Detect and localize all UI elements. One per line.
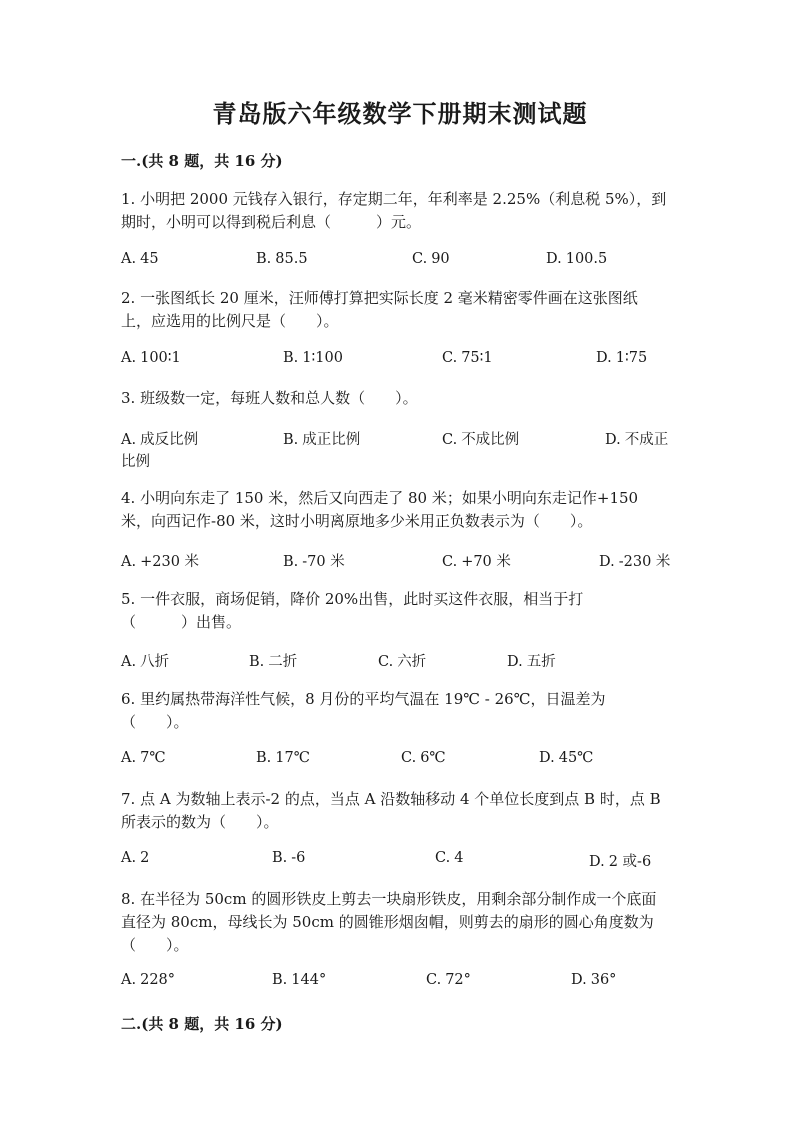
option-label: B.: [283, 350, 299, 366]
option-text: -70 米: [302, 554, 345, 570]
question-line: 期时，小明可以得到税后利息（ ）元。: [121, 213, 422, 231]
option-d: [589, 850, 651, 871]
option-d: [605, 428, 668, 449]
option-text: 228°: [140, 972, 176, 988]
question-text: [121, 688, 677, 734]
option-a: [121, 550, 199, 571]
option-b: [272, 850, 305, 866]
option-text: 75∶1: [461, 350, 493, 366]
option-b: [283, 550, 345, 571]
option-label: D.: [605, 432, 621, 448]
option-label: B.: [256, 750, 272, 766]
question-line: 8. 在半径为 50cm 的圆形铁皮上剪去一块扇形铁皮，用剩余部分制作成一个底面: [121, 890, 657, 908]
question-line: （ ）。: [121, 936, 189, 954]
question-line: 2. 一张图纸长 20 厘米，汪师傅打算把实际长度 2 毫米精密零件画在这张图纸: [121, 289, 638, 307]
option-b: [249, 650, 297, 671]
option-label: D.: [589, 854, 605, 870]
question-text: [121, 287, 677, 333]
option-text: 1∶100: [302, 350, 343, 366]
option-label: B.: [249, 654, 265, 670]
question-line: （ ）出售。: [121, 613, 242, 631]
question-text: [121, 588, 677, 634]
option-text: 2: [140, 850, 150, 866]
option-label: B.: [283, 554, 299, 570]
option-text: 36°: [590, 972, 617, 988]
option-c: [378, 650, 426, 671]
option-label: A.: [121, 251, 137, 267]
option-label: D.: [539, 750, 555, 766]
option-text: 144°: [291, 972, 327, 988]
option-text: 7℃: [140, 750, 166, 766]
option-text: 85.5: [275, 251, 308, 267]
section-heading: 二.(共 8 题，共 16 分): [121, 1015, 283, 1033]
option-text: 六折: [397, 654, 427, 670]
option-text: +70 米: [461, 554, 511, 570]
option-text: 八折: [140, 654, 170, 670]
question-line: 7. 点 A 为数轴上表示-2 的点，当点 A 沿数轴移动 4 个单位长度到点 B 时，点 B: [121, 790, 661, 808]
option-label: B.: [256, 251, 272, 267]
question-text: [121, 788, 677, 834]
question-text: [121, 387, 677, 410]
option-label: B.: [272, 850, 288, 866]
option-d: [599, 550, 670, 571]
option-label: C.: [435, 850, 451, 866]
option-text: 2 或-6: [608, 854, 652, 870]
option-text: 不成正: [624, 432, 669, 448]
option-text: -230 米: [618, 554, 671, 570]
option-c: [412, 251, 450, 267]
question-line: 3. 班级数一定，每班人数和总人数（ ）。: [121, 389, 418, 407]
option-text: 45: [140, 251, 159, 267]
option-label: A.: [121, 350, 137, 366]
question-line: 4. 小明向东走了 150 米，然后又向西走了 80 米；如果小明向东走记作+150: [121, 489, 639, 507]
option-b: [256, 251, 308, 267]
option-label: C.: [426, 972, 442, 988]
option-text: 100.5: [565, 251, 608, 267]
option-text: 100∶1: [140, 350, 181, 366]
option-text: 17℃: [275, 750, 310, 766]
option-label: A.: [121, 554, 137, 570]
option-c: [426, 972, 471, 988]
option-a: [121, 350, 181, 366]
question-text: [121, 888, 677, 957]
option-label: C.: [412, 251, 428, 267]
option-text: 二折: [268, 654, 298, 670]
option-label: C.: [442, 554, 458, 570]
option-text: 五折: [526, 654, 556, 670]
option-label: D.: [546, 251, 562, 267]
option-wrap-text: 比例: [121, 454, 150, 470]
option-text: 1∶75: [615, 350, 648, 366]
option-d: [571, 972, 616, 988]
section-heading: 一.(共 8 题，共 16 分): [121, 152, 283, 170]
option-b: [283, 350, 343, 366]
question-line: （ ）。: [121, 713, 189, 731]
option-label: B.: [272, 972, 288, 988]
option-c: [442, 550, 511, 571]
option-label: C.: [378, 654, 394, 670]
option-label: B.: [283, 432, 299, 448]
option-label: D.: [571, 972, 587, 988]
option-text: 成正比例: [302, 432, 361, 448]
option-b: [283, 428, 360, 449]
option-label: C.: [442, 350, 458, 366]
option-text: -6: [291, 850, 306, 866]
option-c: [442, 428, 519, 449]
question-line: 1. 小明把 2000 元钱存入银行，存定期二年，年利率是 2.25%（利息税 5%），到: [121, 190, 667, 208]
option-a: [121, 650, 169, 671]
question-line: 直径为 80cm，母线长为 50cm 的圆锥形烟囱帽，则剪去的扇形的圆心角度数为: [121, 913, 654, 931]
option-a: [121, 972, 175, 988]
option-d: [507, 650, 556, 671]
question-line: 米，向西记作-80 米，这时小明离原地多少米用正负数表示为（ ）。: [121, 512, 593, 530]
option-label: D.: [596, 350, 612, 366]
option-label: D.: [507, 654, 523, 670]
option-a: [121, 428, 198, 449]
option-label: C.: [442, 432, 458, 448]
option-d: [596, 350, 647, 366]
question-text: [121, 487, 677, 533]
option-text: 6℃: [420, 750, 446, 766]
option-text: 72°: [445, 972, 471, 988]
option-d: [546, 251, 607, 267]
question-line: 5. 一件衣服，商场促销，降价 20%出售，此时买这件衣服，相当于打: [121, 590, 584, 608]
option-text: 不成比例: [461, 432, 520, 448]
option-label: A.: [121, 750, 137, 766]
option-label: A.: [121, 972, 137, 988]
option-label: D.: [599, 554, 615, 570]
option-label: C.: [401, 750, 417, 766]
option-a: [121, 850, 149, 866]
question-line: 上，应选用的比例尺是（ ）。: [121, 312, 339, 330]
option-text: +230 米: [140, 554, 200, 570]
option-c: [442, 350, 493, 366]
option-a: [121, 251, 159, 267]
page-title: 青岛版六年级数学下册期末测试题: [212, 99, 588, 128]
option-c: [435, 850, 463, 866]
question-text: [121, 188, 677, 234]
option-text: 成反比例: [140, 432, 199, 448]
option-b: [272, 972, 326, 988]
question-line: 所表示的数为（ ）。: [121, 813, 279, 831]
option-text: 4: [454, 850, 464, 866]
option-label: A.: [121, 432, 137, 448]
option-a: [121, 750, 166, 766]
option-label: A.: [121, 850, 137, 866]
option-b: [256, 750, 310, 766]
option-label: A.: [121, 654, 137, 670]
option-d: [539, 750, 593, 766]
option-text: 90: [431, 251, 450, 267]
option-text: 45℃: [558, 750, 594, 766]
option-c: [401, 750, 446, 766]
question-line: 6. 里约属热带海洋性气候，8 月份的平均气温在 19℃ - 26℃，日温差为: [121, 690, 606, 708]
